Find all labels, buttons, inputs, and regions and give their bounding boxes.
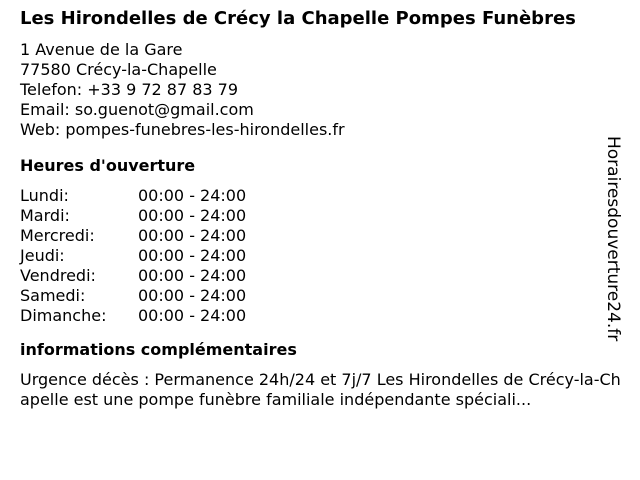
hours-day: Lundi: xyxy=(20,186,69,205)
city-address: 77580 Crécy-la-Chapelle xyxy=(20,60,217,79)
hours-day: Mercredi: xyxy=(20,226,95,245)
hours-time: 00:00 - 24:00 xyxy=(138,266,247,285)
additional-info-text: Urgence décès : Permanence 24h/24 et 7j/7 Les Hirondelles de Crécy-la-Chapelle est une pompe funèbre familiale indépendante spéciali... xyxy=(20,370,621,409)
email-address[interactable]: Email: so.guenot@gmail.com xyxy=(20,100,254,119)
phone-number[interactable]: Telefon: +33 9 72 87 83 79 xyxy=(20,80,239,99)
business-title: Les Hirondelles de Crécy la Chapelle Pompes Funèbres xyxy=(20,8,576,29)
business-card xyxy=(20,8,630,410)
hours-time: 00:00 - 24:00 xyxy=(138,186,247,205)
site-brand-vertical[interactable]: Horairesdouverture24.fr xyxy=(603,136,623,342)
hours-time: 00:00 - 24:00 xyxy=(138,246,247,265)
website-link[interactable]: Web: pompes-funebres-les-hirondelles.fr xyxy=(20,120,345,139)
hours-day: Dimanche: xyxy=(20,306,107,325)
hours-row xyxy=(20,306,630,326)
hours-time: 00:00 - 24:00 xyxy=(138,206,247,225)
additional-info-heading: informations complémentaires xyxy=(20,340,297,359)
hours-day: Jeudi: xyxy=(20,246,65,265)
contact-block xyxy=(20,40,630,140)
hours-day: Vendredi: xyxy=(20,266,96,285)
hours-row xyxy=(20,266,630,286)
hours-time: 00:00 - 24:00 xyxy=(138,286,247,305)
hours-day: Samedi: xyxy=(20,286,86,305)
hours-time: 00:00 - 24:00 xyxy=(138,306,247,325)
street-address: 1 Avenue de la Gare xyxy=(20,40,183,59)
hours-row xyxy=(20,206,630,226)
hours-row xyxy=(20,246,630,266)
hours-row xyxy=(20,226,630,246)
hours-day: Mardi: xyxy=(20,206,70,225)
hours-time: 00:00 - 24:00 xyxy=(138,226,247,245)
hours-row xyxy=(20,186,630,206)
hours-row xyxy=(20,286,630,306)
opening-hours-table xyxy=(20,186,630,326)
opening-hours-heading: Heures d'ouverture xyxy=(20,156,196,175)
